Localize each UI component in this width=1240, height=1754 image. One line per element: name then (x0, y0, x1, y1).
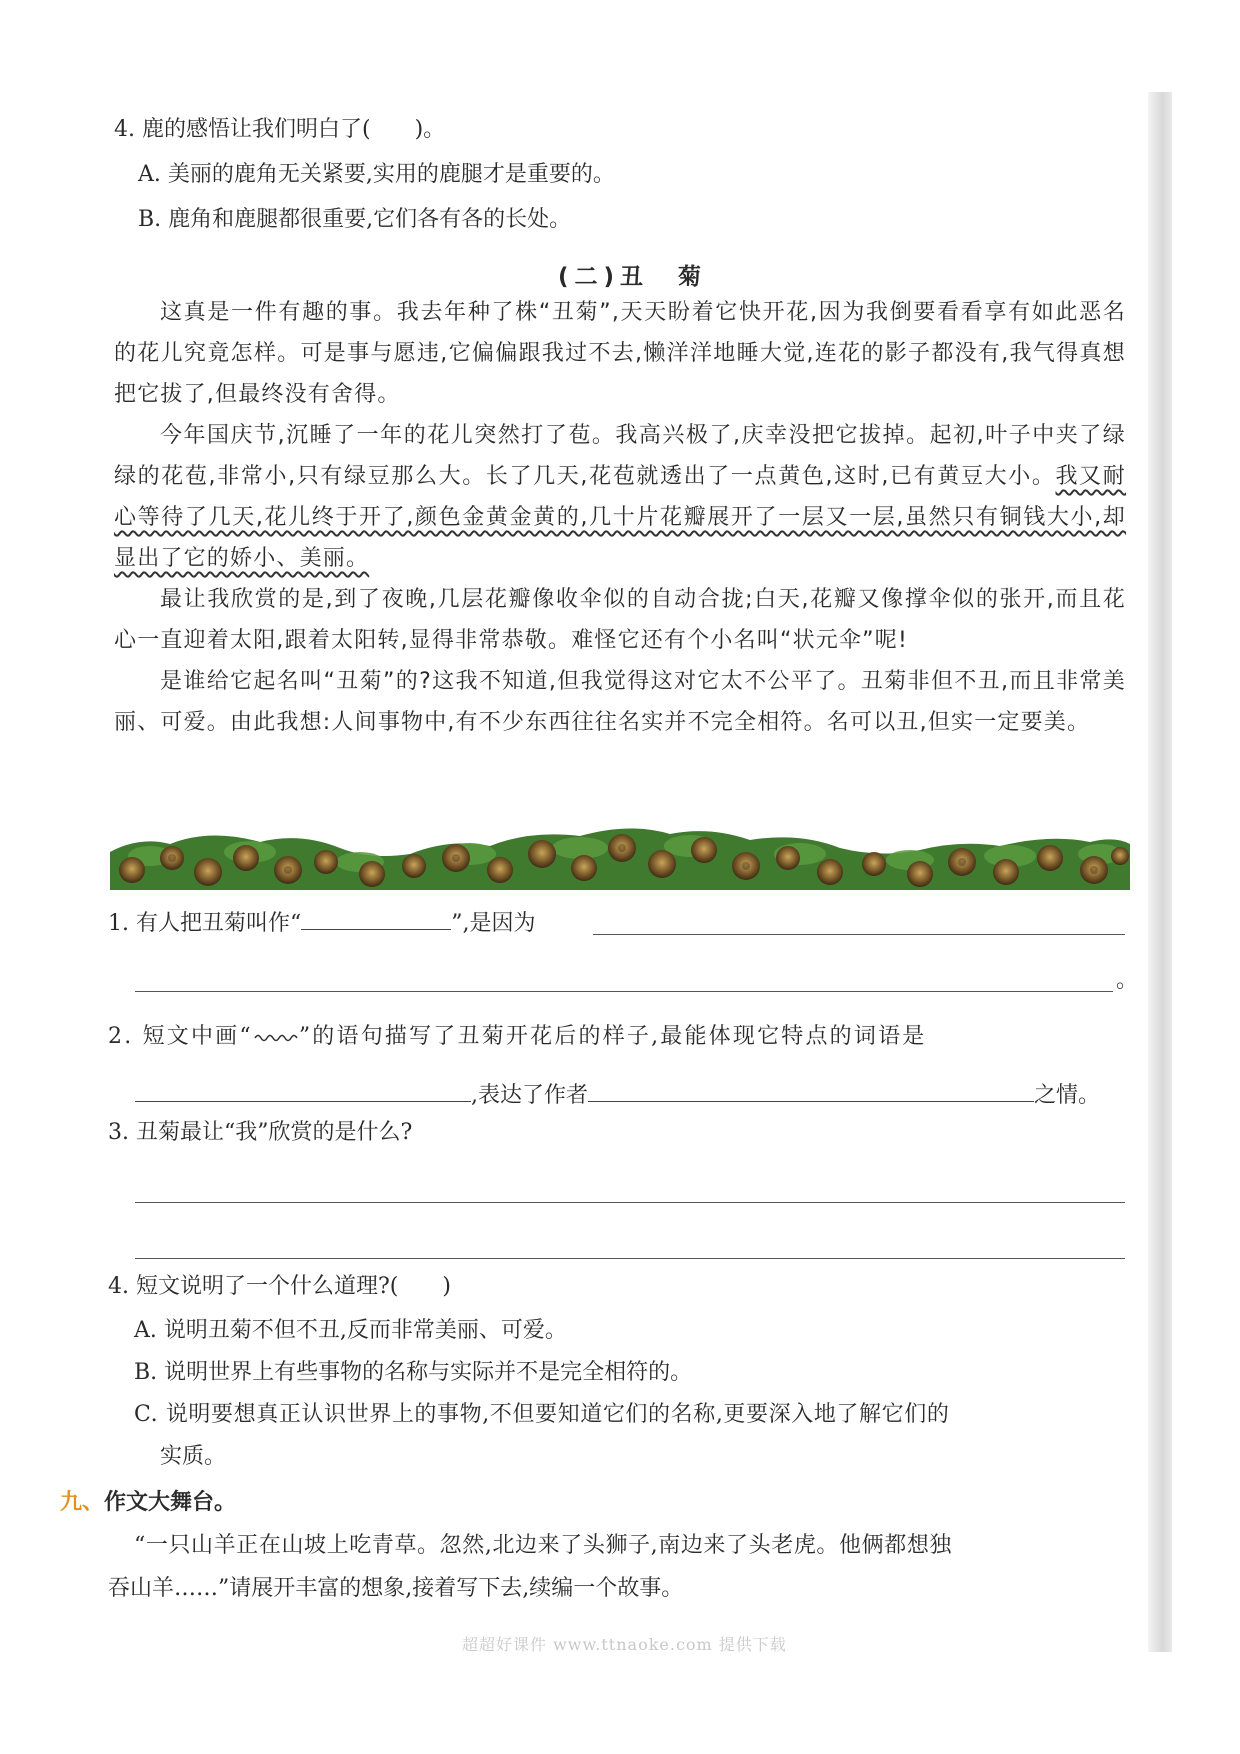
section-9-number: 九、 (60, 1490, 105, 1515)
writing-prompt-line2: 吞山羊……”请展开丰富的想象,接着写下去,续编一个故事。 (108, 1576, 684, 1601)
chrysanthemum-border-image (110, 818, 1130, 890)
answer-line-1b[interactable] (593, 934, 1125, 935)
section-9-heading (60, 1488, 236, 1518)
footer-watermark: 超超好课件 www.ttnaoke.com 提供下载 (462, 1635, 787, 1654)
question-2-text: ”的语句描写了丑菊开花后的样子,最能体现它特点的词语是 (298, 1024, 927, 1049)
question-4: 4. 短文说明了一个什么道理?( ) (108, 1274, 451, 1299)
option-a-prev: A. 美丽的鹿角无关紧要,实用的鹿腿才是重要的。 (138, 162, 615, 187)
passage-paragraph-4: 是谁给它起名叫“丑菊”的?这我不知道,但我觉得这对它太不公平了。丑菊非但不丑,而且非常美丽、可爱。由此我想:人间事物中,有不少东西往往名实并不完全相符。名可以丑,但实一定要美。 (114, 669, 1126, 735)
option-c-line2: 实质。 (160, 1444, 227, 1469)
page-edge-shadow (1148, 92, 1172, 1652)
section-9-title: 作文大舞台。 (104, 1490, 237, 1515)
question-2-prefix: 2. 短文中画“ (108, 1024, 253, 1049)
option-b: B. 说明世界上有些事物的名称与实际并不是完全相符的。 (134, 1360, 693, 1385)
option-c-line1: C. 说明要想真正认识世界上的事物,不但要知道它们的名称,更要深入地了解它们的 (134, 1402, 950, 1427)
passage-paragraph-3: 最让我欣赏的是,到了夜晚,几层花瓣像收伞似的自动合拢;白天,花瓣又像撑伞似的张开,而且花心一直迎着太阳,跟着太阳转,显得非常恭敬。难怪它还有个小名叫“状元伞”呢! (114, 587, 1126, 653)
answer-blank-2a[interactable] (135, 1077, 471, 1102)
question-2-end: 之情。 (1034, 1083, 1101, 1108)
paragraph-2-plain: 今年国庆节,沉睡了一年的花儿突然打了苞。我高兴极了,庆幸没把它拔掉。起初,叶子中夹了绿绿的花苞,非常小,只有绿豆那么大。长了几天,花苞就透出了一点黄色,这时,已有黄豆大小。 (114, 423, 1126, 489)
question-1-middle: ”,是因为 (451, 911, 536, 936)
question-1-prefix: 1. 有人把丑菊叫作“ (108, 911, 302, 936)
wavy-line-sample-icon (253, 1032, 299, 1042)
answer-line-1c[interactable] (135, 991, 1113, 992)
answer-line-3a[interactable] (135, 1202, 1125, 1203)
option-a: A. 说明丑菊不但不丑,反而非常美丽、可爱。 (134, 1318, 567, 1343)
passage-title: (二)丑 菊 (558, 264, 708, 290)
question-1-end: 。 (1116, 968, 1139, 993)
passage-paragraph-1: 这真是一件有趣的事。我去年种了株“丑菊”,天天盼着它快开花,因为我倒要看看享有如此恶名的花儿究竟怎样。可是事与愿违,它偏偏跟我过不去,懒洋洋地睡大觉,连花的影子都没有,我气得真想把它拔了,但最终没有舍得。 (114, 300, 1126, 407)
question-2 (108, 1022, 927, 1052)
option-b-prev: B. 鹿角和鹿腿都很重要,它们各有各的长处。 (138, 207, 572, 232)
answer-blank-1a[interactable] (301, 905, 451, 930)
writing-prompt-line1: “一只山羊正在山坡上吃青草。忽然,北边来了头狮子,南边来了头老虎。他俩都想独 (134, 1533, 953, 1558)
answer-line-3b[interactable] (135, 1258, 1125, 1259)
question-3: 3. 丑菊最让“我”欣赏的是什么? (108, 1120, 413, 1145)
question-2-middle: ,表达了作者 (471, 1083, 588, 1108)
passage-body (114, 292, 1126, 743)
question-4-prev: 4. 鹿的感悟让我们明白了( )。 (114, 117, 446, 142)
question-1 (108, 905, 535, 939)
wavy-underlined-sentence: 我又耐心等待了几天,花儿终于开了,颜色金黄金黄的,几十片花瓣展开了一层又一层,虽然只有铜钱大小,却显出了它的娇小、美丽。 (114, 464, 1126, 571)
question-2-line2 (135, 1077, 1100, 1111)
answer-blank-2b[interactable] (588, 1077, 1034, 1102)
passage-paragraph-2 (114, 415, 1126, 579)
